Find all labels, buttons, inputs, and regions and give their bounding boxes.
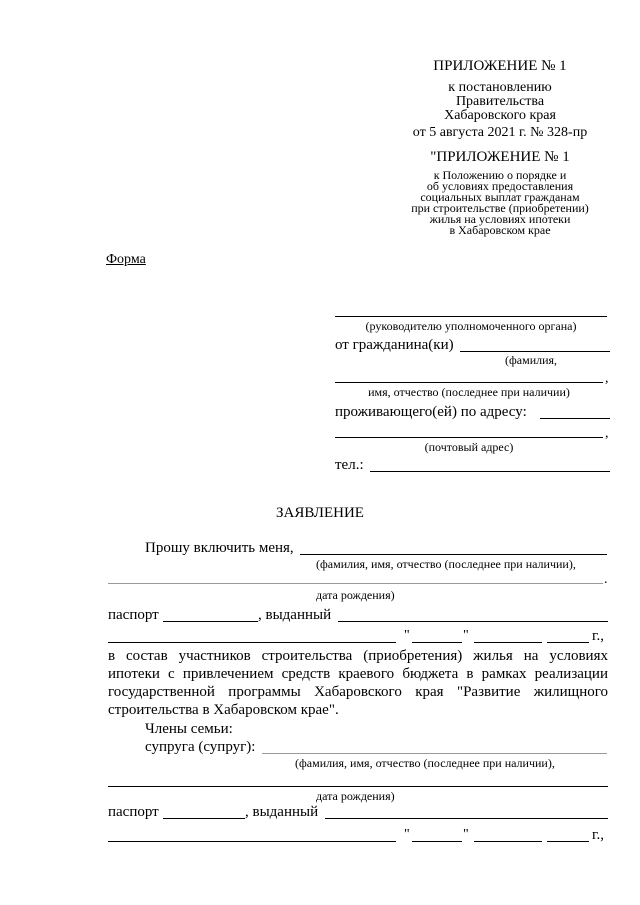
paragraph-line: государственной программы Хабаровского края "Развитие жилищного [108, 684, 608, 700]
year-suffix: г., [592, 628, 604, 644]
applicant-fio-field-2[interactable] [108, 583, 603, 584]
applicant-fio-field[interactable] [300, 554, 607, 555]
quote-open: " [404, 628, 410, 643]
address-caption: (почтовый адрес) [424, 440, 514, 454]
spouse-issued-by-field-2[interactable] [108, 841, 396, 842]
regulation-line: социальных выплат гражданам [420, 190, 580, 204]
from-label: от гражданина(ки) [335, 337, 454, 353]
applicant-birth-caption: дата рождения) [316, 588, 395, 602]
quote-close: " [463, 628, 469, 643]
issue-month-field[interactable] [474, 642, 542, 643]
name-field[interactable] [335, 382, 603, 383]
spouse-issue-year-field[interactable] [547, 841, 589, 842]
applicant-fio-caption: (фамилия, имя, отчество (последнее при наличии), [316, 557, 576, 571]
spouse-fio-field-2[interactable] [108, 786, 608, 787]
phone-field[interactable] [370, 471, 610, 472]
spouse-issued-by-field[interactable] [325, 818, 608, 819]
issued-by-field[interactable] [338, 621, 608, 622]
spouse-fio-caption: (фамилия, имя, отчество (последнее при наличии), [295, 756, 555, 770]
decree-line: к постановлению [448, 80, 552, 95]
request-label: Прошу включить меня, [145, 540, 294, 556]
spouse-quote-open: " [404, 827, 410, 842]
address-field[interactable] [335, 437, 603, 438]
addressee-line[interactable] [335, 316, 607, 317]
issued-label: , выданный [258, 607, 332, 623]
spouse-label: супруга (супруг): [145, 739, 256, 755]
paragraph-line: в состав участников строительства (приобретения) жилья на условиях [108, 648, 608, 664]
spouse-quote-close: " [463, 827, 469, 842]
family-label: Члены семьи: [145, 721, 233, 737]
regulation-line: об условиях предоставления [426, 179, 574, 193]
surname-caption: (фамилия, [505, 353, 558, 367]
regulation-line: к Положению о порядке и [433, 168, 567, 182]
applicant-fio-period: . [604, 572, 608, 587]
phone-label: тел.: [335, 457, 364, 473]
issue-day-field[interactable] [412, 642, 462, 643]
decree-line: Правительства [455, 94, 545, 109]
appendix-title: ПРИЛОЖЕНИЕ № 1 [433, 58, 567, 74]
regulation-appendix-title: "ПРИЛОЖЕНИЕ № 1 [430, 149, 570, 165]
spouse-passport-label: паспорт [108, 804, 159, 820]
residing-field[interactable] [540, 418, 610, 419]
spouse-issue-day-field[interactable] [412, 841, 462, 842]
paragraph-line: строительства в Хабаровском крае". [108, 702, 339, 718]
issued-by-field-2[interactable] [108, 642, 396, 643]
spouse-year-suffix: г., [592, 827, 604, 843]
passport-number-field[interactable] [163, 621, 258, 622]
spouse-issued-label: , выданный [245, 804, 319, 820]
decree-date: от 5 августа 2021 г. № 328-пр [412, 125, 588, 140]
address-comma: , [605, 426, 609, 441]
passport-label: паспорт [108, 607, 159, 623]
name-comma: , [605, 371, 609, 386]
statement-title: ЗАЯВЛЕНИЕ [276, 505, 364, 521]
residing-label: проживающего(ей) по адресу: [335, 404, 527, 420]
surname-field[interactable] [460, 351, 610, 352]
regulation-line: при строительстве (приобретении) [411, 201, 589, 215]
regulation-line: жилья на условиях ипотеки [429, 212, 571, 226]
form-label: Форма [106, 252, 146, 267]
paragraph-line: ипотеки с привлечением средств краевого бюджета в рамках реализации [108, 666, 608, 682]
regulation-line: в Хабаровском крае [449, 223, 551, 237]
spouse-birth-caption: дата рождения) [316, 789, 395, 803]
name-caption: имя, отчество (последнее при наличии) [368, 385, 570, 399]
issue-year-field[interactable] [547, 642, 589, 643]
addressee-caption: (руководителю уполномоченного органа) [365, 319, 577, 333]
decree-line: Хабаровского края [444, 108, 556, 123]
spouse-fio-field[interactable] [262, 753, 607, 754]
spouse-passport-number-field[interactable] [163, 818, 245, 819]
spouse-issue-month-field[interactable] [474, 841, 542, 842]
